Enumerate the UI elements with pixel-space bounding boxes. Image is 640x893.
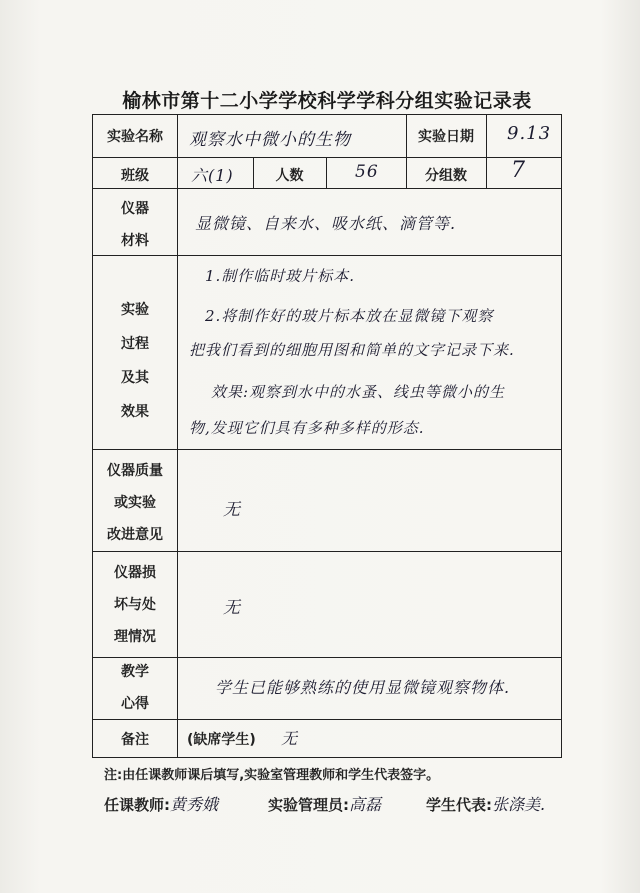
label-people: 人数 [275, 168, 304, 184]
lab-manager-signature-line [268, 792, 381, 815]
remarks-prefix: (缺席学生) [187, 732, 256, 748]
value-experiment-name: 观察水中微小的生物 [189, 130, 351, 150]
label-group-count: 分组数 [425, 168, 467, 184]
label-experiment-name: 实验名称 [107, 129, 163, 145]
record-table [92, 114, 562, 758]
student-rep-signature: 张涤美. [492, 795, 546, 814]
label-experiment-date: 实验日期 [418, 129, 474, 145]
value-quality: 无 [223, 500, 241, 520]
label-teaching: 教学 心得 [121, 664, 149, 712]
value-class: 六(1) [191, 166, 234, 185]
teacher-signature-line [104, 792, 218, 815]
label-remarks: 备注 [121, 732, 149, 748]
row-line [93, 449, 561, 450]
label-column-line [177, 115, 178, 757]
value-teaching: 学生已能够熟练的使用显微镜观察物体. [215, 678, 511, 697]
value-remarks: 无 [281, 729, 299, 748]
process-line: 1.制作临时玻片标本. [205, 267, 356, 285]
teacher-signature: 黄秀娥 [170, 795, 219, 814]
value-experiment-date: 9.13 [507, 123, 552, 144]
process-line: 2.将制作好的玻片标本放在显微镜下观察 [205, 307, 494, 325]
row-line [93, 551, 561, 552]
col-line [486, 115, 487, 188]
col-line [326, 157, 327, 188]
label-quality: 仪器质量 或实验 改进意见 [107, 463, 163, 543]
value-group-count: 7 [511, 158, 526, 183]
process-line: 物,发现它们具有多种多样的形态. [189, 419, 425, 437]
footnote: 注:由任课教师课后填写,实验室管理教师和学生代表签字。 [104, 768, 440, 783]
process-line: 把我们看到的细胞用图和简单的文字记录下来. [189, 341, 515, 359]
student-rep-signature-line [426, 792, 545, 815]
form-title: 榆林市第十二小学学校科学学科分组实验记录表 [122, 90, 532, 112]
value-damage: 无 [223, 598, 241, 618]
process-line: 效果:观察到水中的水蚤、线虫等微小的生 [211, 383, 506, 401]
value-equipment: 显微镜、自来水、吸水纸、滴管等. [195, 214, 457, 233]
value-people: 56 [355, 162, 379, 182]
label-equipment: 仪器 材料 [121, 201, 149, 249]
lab-manager-label: 实验管理员: [268, 796, 349, 814]
label-class: 班级 [121, 168, 149, 184]
student-rep-label: 学生代表: [426, 796, 492, 814]
teacher-label: 任课教师: [104, 796, 170, 814]
row-line [93, 188, 561, 189]
lab-manager-signature: 高磊 [349, 795, 382, 814]
label-damage: 仪器损 坏与处 理情况 [114, 565, 156, 645]
label-process: 实验 过程 及其 效果 [121, 302, 149, 420]
